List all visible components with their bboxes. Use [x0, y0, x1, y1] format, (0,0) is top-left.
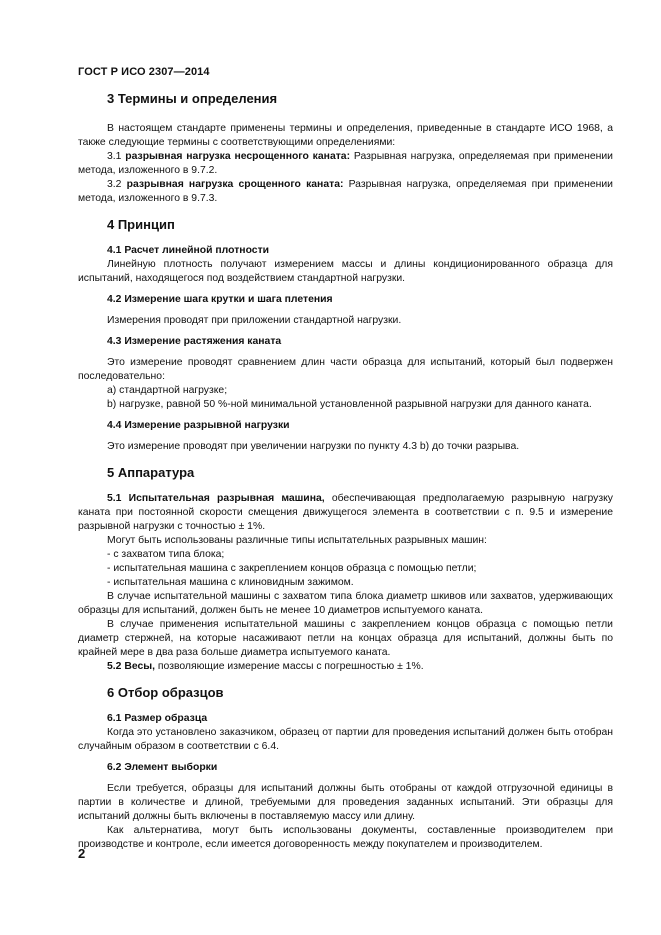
subsection-4-3-item-a: а) стандартной нагрузке; [107, 385, 228, 396]
item-5-1 [78, 492, 613, 534]
subsection-6-1-title: 6.1 Размер образца [107, 713, 208, 724]
subsection-4-2-text: Измерения проводят при приложении стандартной нагрузки. [107, 315, 402, 326]
item-5-2 [78, 660, 613, 674]
term-3-1 [78, 150, 613, 178]
subsection-4-4-title: 4.4 Измерение разрывной нагрузки [107, 420, 290, 431]
subsection-4-2-title: 4.2 Измерение шага крутки и шага плетения [107, 294, 333, 305]
subsection-4-4-text: Это измерение проводят при увеличении нагрузки по пункту 4.3 b) до точки разрыва. [107, 441, 520, 452]
doc-header: ГОСТ Р ИСО 2307—2014 [78, 66, 210, 78]
section-4-title: 4 Принцип [107, 217, 175, 232]
term-3-2-def: Разрывная нагрузка, определяемая при применении метода, изложенного в 9.7.3. [78, 179, 613, 204]
item-5-1-term: 5.1 Испытательная разрывная машина, [107, 493, 325, 504]
block-grip-text: В случае испытательной машины с захватом типа блока диаметр шкивов или захватов, удерживающих образцы для испытаний, должен быть не менее 10 диаметров испытуемого каната. [78, 591, 613, 616]
term-3-1-term: разрывная нагрузка несрощенного каната: [125, 151, 351, 162]
subsection-4-3-text: Это измерение проводят сравнением длин части образца для испытаний, который был подвержен последовательно: [78, 357, 613, 382]
term-3-1-num: 3.1 [107, 151, 126, 162]
machine-type-3: - испытательная машина с клиновидным зажимом. [107, 577, 354, 588]
subsection-6-2-title: 6.2 Элемент выборки [107, 762, 218, 773]
subsection-4-3-title: 4.3 Измерение растяжения каната [107, 336, 282, 347]
machine-type-1: - с захватом типа блока; [107, 549, 225, 560]
term-3-2-term: разрывная нагрузка срощенного каната: [126, 179, 344, 190]
section-3-intro: В настоящем стандарте применены термины и определения, приведенные в стандарте ИСО 1968, а также следующие термины с соответствующими определениями: [78, 123, 613, 148]
term-3-2-num: 3.2 [107, 179, 127, 190]
item-5-2-term: 5.2 Весы, [107, 661, 156, 672]
machine-type-2: - испытательная машина с закреплением концов образца с помощью петли; [107, 563, 477, 574]
page-number: 2 [78, 846, 86, 861]
subsection-6-1-text: Когда это установлено заказчиком, образец от партии для проведения испытаний должен быть отобран случайным образом в соответствии с 6.4. [78, 727, 613, 752]
section-5-title: 5 Аппаратура [107, 465, 195, 480]
subsection-4-3-item-b: b) нагрузке, равной 50 %-ной минимальной установленной разрывной нагрузки для данного каната. [107, 399, 592, 410]
machine-types-text: Могут быть использованы различные типы испытательных разрывных машин: [107, 535, 487, 546]
subsection-6-2-text-1: Если требуется, образцы для испытаний должны быть отобраны от каждой отгрузочной единицы в партии в количестве и длиной, требуемыми для проведения заданных испытаний. Эти образцы для испытаний должны быть включены в поставляемую массу или длину. [78, 783, 613, 822]
document-body [78, 90, 613, 852]
subsection-4-1-title: 4.1 Расчет линейной плотности [107, 245, 270, 256]
item-5-1-text: обеспечивающая предполагаемую разрывную нагрузку каната при постоянной скорости смещения движущегося элемента в соответствии с п. 9.5 и измерение разрывной нагрузки с точностью ± 1%. [78, 493, 614, 532]
loop-grip-text: В случае применения испытательной машины с закреплением концов образца с помощью петли диаметр стержней, на которые насаживают петли на концах образца для испытаний, должны быть по крайней мере в два раза больше диаметра испытуемого каната. [78, 619, 613, 658]
term-3-1-def: Разрывная нагрузка, определяемая при применении метода, изложенного в 9.7.2. [78, 151, 613, 176]
section-6-title: 6 Отбор образцов [107, 685, 224, 700]
item-5-2-text: позволяющие измерение массы с погрешностью ± 1%. [155, 661, 424, 672]
subsection-6-2-text-2: Как альтернатива, могут быть использованы документы, составленные производителем при производстве и контроле, если имеется договоренность между покупателем и производителем. [78, 825, 613, 850]
subsection-4-1-text: Линейную плотность получают измерением массы и длины кондиционированного образца для испытаний, находящегося под воздействием стандартной нагрузки. [78, 259, 613, 284]
term-3-2 [78, 178, 613, 206]
section-3-title: 3 Термины и определения [107, 91, 278, 106]
